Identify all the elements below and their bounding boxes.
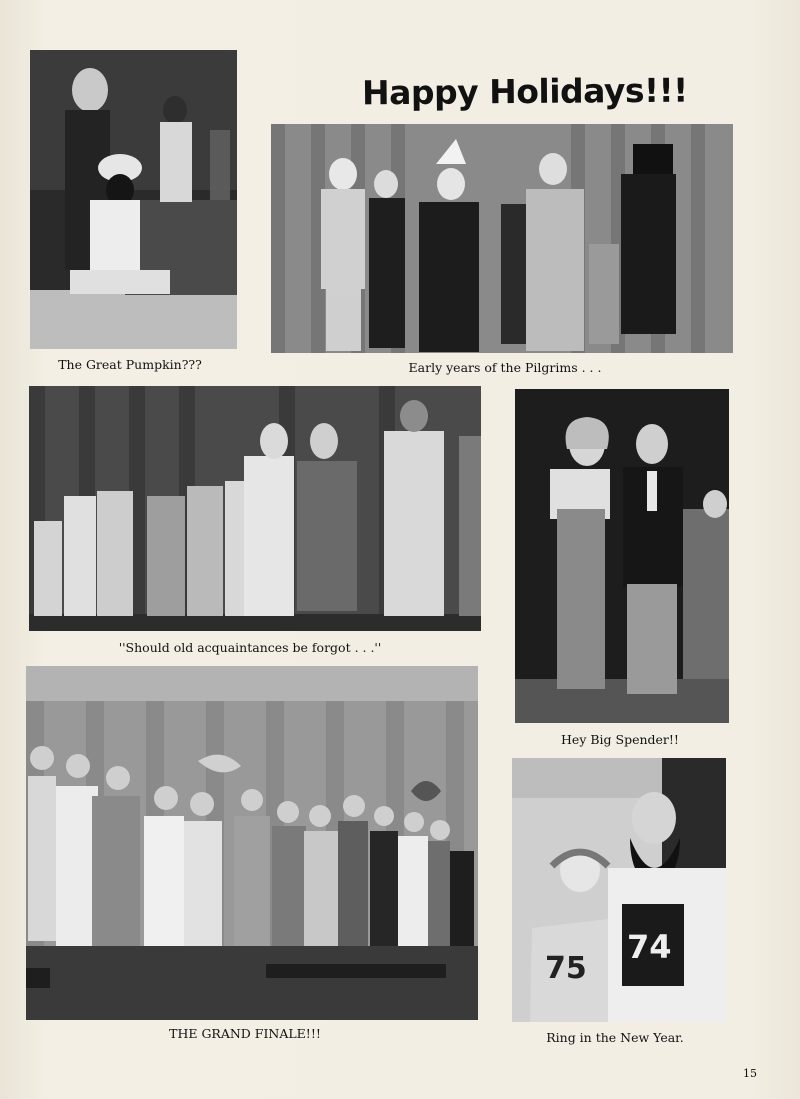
caption-great-pumpkin: The Great Pumpkin??? bbox=[58, 357, 202, 372]
sign-74-text: 74 bbox=[627, 928, 672, 966]
photo-pilgrims bbox=[271, 124, 733, 353]
caption-pilgrims: Early years of the Pilgrims . . . bbox=[408, 360, 602, 375]
page-number: 15 bbox=[743, 1067, 757, 1080]
photo-grand-finale bbox=[26, 666, 478, 1020]
caption-acquaintances: ''Should old acquaintances be forgot . . .'' bbox=[118, 640, 382, 655]
caption-new-year: Ring in the New Year. bbox=[546, 1030, 684, 1045]
sign-75-text: 75 bbox=[545, 951, 587, 986]
photo-acquaintances bbox=[29, 386, 481, 631]
caption-big-spender: Hey Big Spender!! bbox=[561, 732, 679, 747]
page-heading: Happy Holidays!!! bbox=[361, 70, 688, 113]
photo-new-year bbox=[512, 758, 726, 1022]
caption-grand-finale: THE GRAND FINALE!!! bbox=[169, 1026, 321, 1041]
photo-big-spender bbox=[515, 389, 729, 723]
photo-great-pumpkin bbox=[30, 50, 237, 349]
